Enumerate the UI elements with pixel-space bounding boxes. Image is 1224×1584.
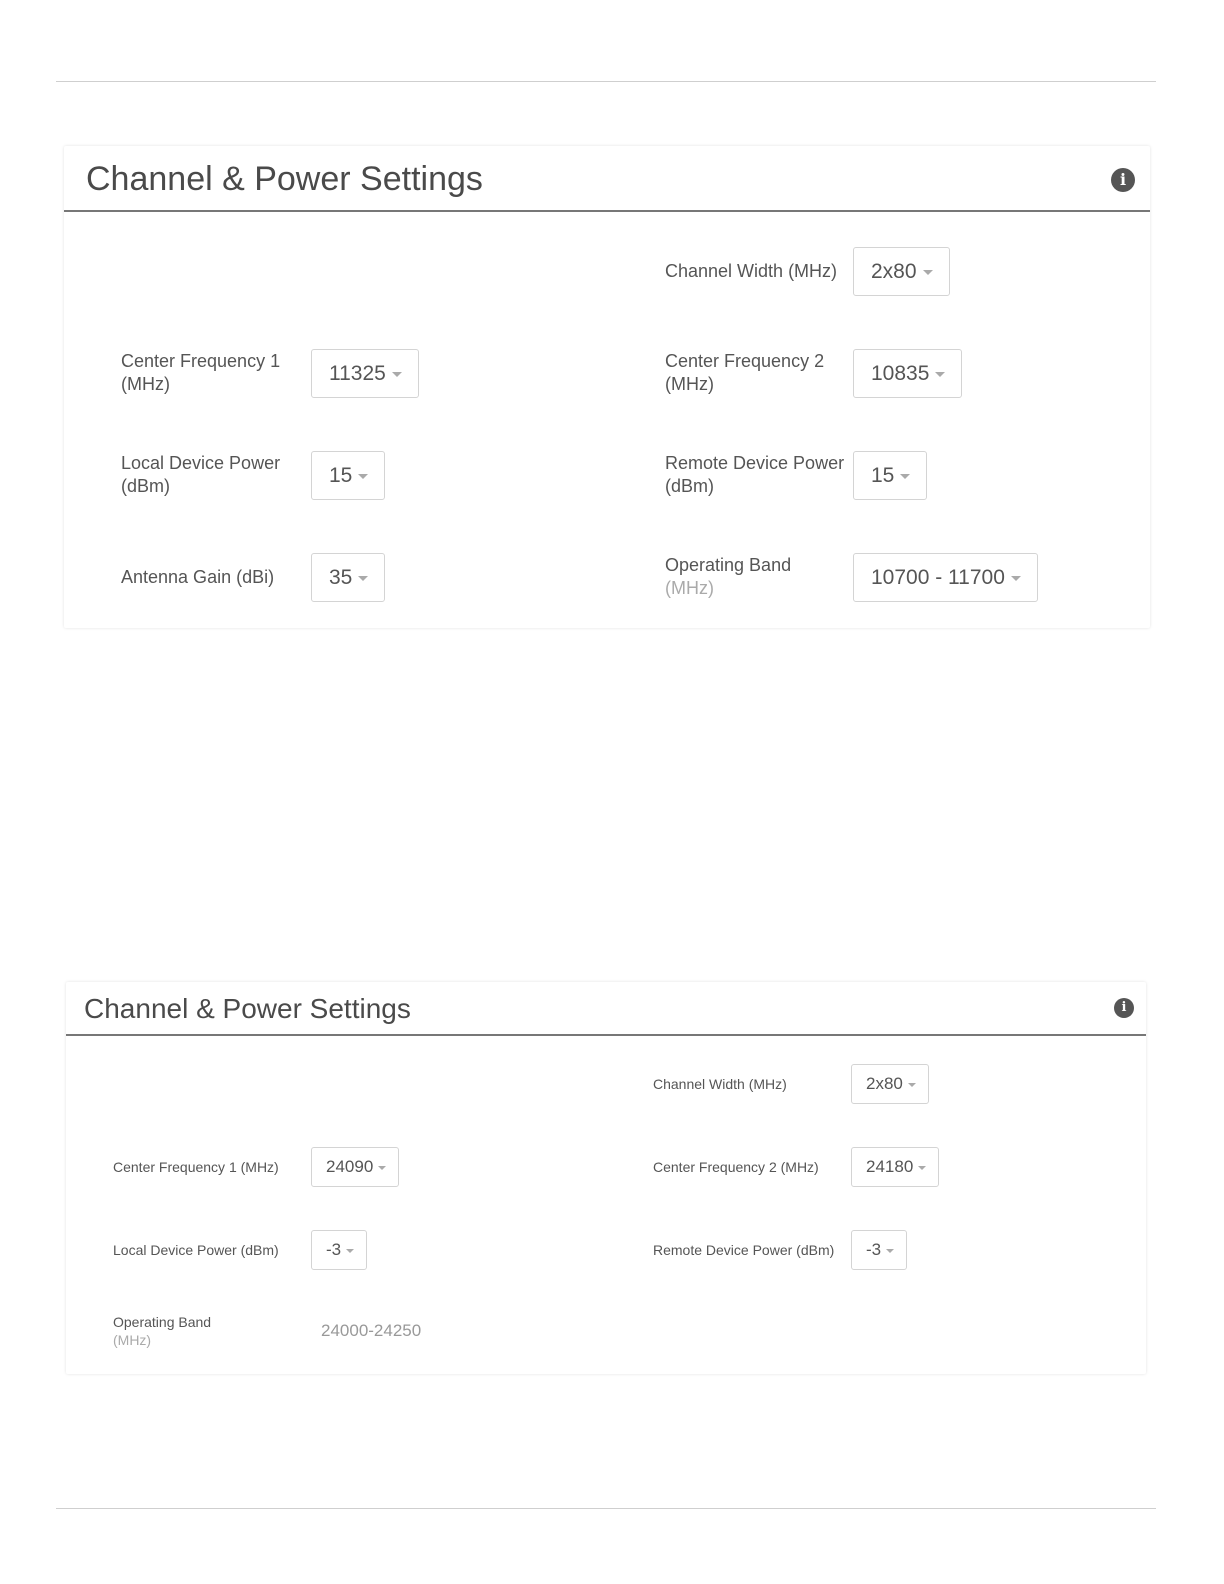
center-frequency-1-value: 24090 [326, 1157, 374, 1176]
channel-width-value: 2x80 [871, 260, 917, 283]
center-frequency-2-label [665, 350, 824, 397]
antenna-gain-label [121, 566, 274, 589]
center-frequency-1-label-line1: Center Frequency 1 [121, 351, 281, 371]
caret-down-icon [358, 576, 368, 581]
center-frequency-1-value: 11325 [329, 362, 386, 385]
caret-down-icon [918, 1166, 926, 1170]
caret-down-icon [346, 1249, 354, 1253]
remote-device-power-label: Remote Device Power (dBm) [653, 1242, 835, 1258]
local-device-power-value: -3 [326, 1240, 342, 1259]
local-device-power-value: 15 [329, 464, 353, 487]
caret-down-icon [392, 372, 402, 377]
caret-down-icon [378, 1166, 386, 1170]
local-device-power-label-line1: Local Device Power [121, 453, 281, 473]
remote-device-power-dropdown[interactable] [853, 451, 927, 500]
channel-width-label-text: Channel Width (MHz) [665, 261, 838, 281]
local-device-power-dropdown[interactable] [311, 451, 385, 500]
antenna-gain-label-text: Antenna Gain (dBi) [121, 567, 275, 587]
channel-power-panel-2 [66, 982, 1146, 1374]
info-icon[interactable]: i [1114, 998, 1134, 1018]
center-frequency-1-label: Center Frequency 1 (MHz) [113, 1159, 279, 1175]
operating-band-label [665, 554, 791, 601]
local-device-power-dropdown[interactable] [311, 1230, 367, 1270]
center-frequency-2-label: Center Frequency 2 (MHz) [653, 1159, 819, 1175]
center-frequency-1-dropdown[interactable] [311, 349, 419, 398]
center-frequency-2-value: 24180 [866, 1157, 914, 1176]
operating-band-dropdown[interactable] [853, 553, 1038, 602]
caret-down-icon [923, 270, 933, 275]
local-device-power-label: Local Device Power (dBm) [113, 1242, 279, 1258]
remote-device-power-label-line1: Remote Device Power [665, 453, 845, 473]
caret-down-icon [900, 474, 910, 479]
page-top-divider [56, 81, 1156, 82]
center-frequency-1-label [121, 350, 280, 397]
operating-band-label-line2: (MHz) [113, 1332, 152, 1349]
caret-down-icon [1011, 576, 1021, 581]
center-frequency-2-label-line2: (MHz) [665, 374, 714, 395]
center-frequency-1-dropdown[interactable] [311, 1147, 399, 1187]
channel-width-label: Channel Width (MHz) [653, 1076, 787, 1092]
operating-band-value: 10700 - 11700 [871, 566, 1005, 589]
operating-band-value: 24000-24250 [321, 1321, 422, 1340]
caret-down-icon [935, 372, 945, 377]
info-icon[interactable]: i [1111, 168, 1135, 192]
local-device-power-label-line2: (dBm) [121, 476, 170, 497]
panel-title: Channel & Power Settings [86, 160, 483, 198]
panel-header [66, 982, 1146, 1036]
remote-device-power-value: -3 [866, 1240, 882, 1259]
caret-down-icon [908, 1083, 916, 1087]
channel-width-dropdown[interactable] [851, 1064, 929, 1104]
channel-width-value: 2x80 [866, 1074, 903, 1093]
panel-header [64, 146, 1150, 212]
channel-width-label [665, 260, 837, 283]
antenna-gain-value: 35 [329, 566, 353, 589]
center-frequency-1-label-line2: (MHz) [121, 374, 170, 395]
local-device-power-label [121, 452, 280, 499]
center-frequency-2-dropdown[interactable] [853, 349, 962, 398]
remote-device-power-label-line2: (dBm) [665, 476, 714, 497]
center-frequency-2-dropdown[interactable] [851, 1147, 939, 1187]
channel-width-dropdown[interactable] [853, 247, 950, 296]
caret-down-icon [886, 1249, 894, 1253]
operating-band-label-line1: Operating Band [113, 1314, 212, 1330]
caret-down-icon [358, 474, 368, 479]
center-frequency-2-value: 10835 [871, 362, 930, 385]
channel-power-panel-1 [64, 146, 1150, 628]
center-frequency-2-label-line1: Center Frequency 2 [665, 351, 825, 371]
panel-title: Channel & Power Settings [84, 993, 411, 1024]
remote-device-power-value: 15 [871, 464, 895, 487]
operating-band-label [113, 1313, 211, 1349]
remote-device-power-dropdown[interactable] [851, 1230, 907, 1270]
operating-band-label-line1: Operating Band [665, 555, 792, 575]
antenna-gain-dropdown[interactable] [311, 553, 385, 602]
operating-band-label-line2: (MHz) [665, 578, 714, 599]
page-bottom-divider [56, 1508, 1156, 1509]
remote-device-power-label [665, 452, 844, 499]
